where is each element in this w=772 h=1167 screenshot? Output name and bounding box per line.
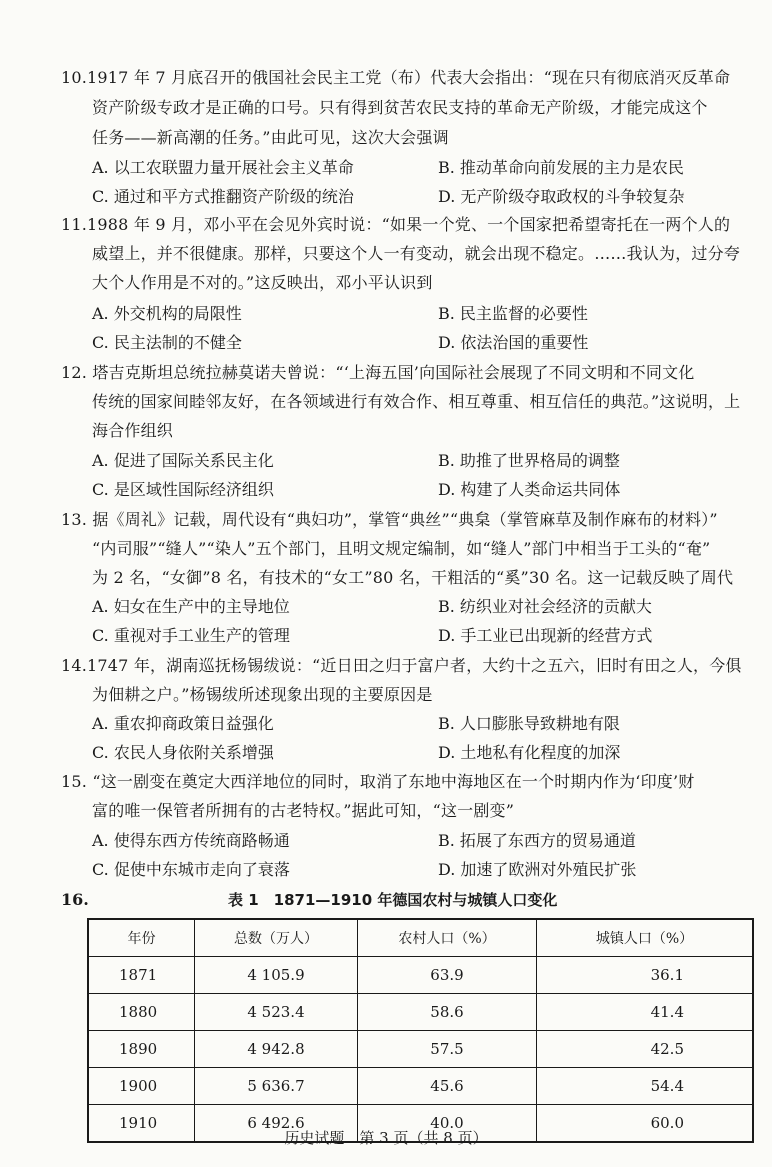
question-text: 11.1988 年 9 月，邓小平在会见外宾时说：“如果一个党、一个国家把希望寄托在一两个人的 (61, 215, 731, 234)
option-b: B. 民主监督的必要性 (438, 304, 588, 323)
cell-year: 1880 (88, 994, 195, 1031)
question-text: “内司服”“缝人”“染人”五个部门，且明文规定编制，如“缝人”部门中相当于工头的“奄” (92, 539, 711, 558)
question-text: 10.1917 年 7 月底召开的俄国社会民主工党（布）代表大会指出：“现在只有彻底消灭反革命 (61, 68, 731, 87)
option-b: B. 人口膨胀导致耕地有限 (438, 714, 620, 733)
question-text: 15. “这一剧变在奠定大西洋地位的同时，取消了东地中海地区在一个时期内作为‘印度’财 (61, 772, 695, 791)
cell-urban: 36.1 (537, 957, 754, 994)
cell-total: 4 105.9 (195, 957, 358, 994)
option-a: A. 使得东西方传统商路畅通 (92, 831, 290, 850)
question-text: 为 2 名，“女御”8 名，有技术的“女工”80 名，干粗活的“奚”30 名。这一记载反映了周代 (92, 568, 734, 587)
option-a: A. 重农抑商政策日益强化 (92, 714, 274, 733)
question-text: 14.1747 年，湖南巡抚杨锡绂说：“近日田之归于富户者，大约十之五六，旧时有田之人，今俱 (61, 656, 742, 675)
option-a: A. 以工农联盟力量开展社会主义革命 (92, 158, 354, 177)
option-d: D. 土地私有化程度的加深 (438, 743, 621, 762)
option-d: D. 构建了人类命运共同体 (438, 480, 621, 499)
question-text: 12. 塔吉克斯坦总统拉赫莫诺夫曾说：“‘上海五国’向国际社会展现了不同文明和不同文化 (61, 363, 695, 382)
option-b: B. 助推了世界格局的调整 (438, 451, 620, 470)
option-a: A. 妇女在生产中的主导地位 (92, 597, 290, 616)
cell-year: 1910 (88, 1105, 195, 1143)
question-16-number: 16. (61, 890, 89, 909)
table-header-row (88, 919, 753, 957)
question-text: 传统的国家间睦邻友好，在各领域进行有效合作、相互尊重、相互信任的典范。”这说明，上 (92, 392, 741, 411)
table-title: 表 1 1871—1910 年德国农村与城镇人口变化 (228, 891, 558, 909)
table-row (88, 1031, 753, 1068)
cell-total: 5 636.7 (195, 1068, 358, 1105)
cell-urban: 42.5 (537, 1031, 754, 1068)
population-table (87, 918, 754, 1143)
option-d: D. 加速了欧洲对外殖民扩张 (438, 860, 637, 879)
option-c: C. 通过和平方式推翻资产阶级的统治 (92, 187, 354, 206)
page-footer: 历史试题 第 3 页（共 8 页） (284, 1129, 488, 1147)
question-text: 大个人作用是不对的。”这反映出，邓小平认识到 (92, 273, 433, 292)
question-text: 13. 据《周礼》记载，周代设有“典妇功”，掌管“典丝”“典枲（掌管麻草及制作麻布的材料）” (61, 510, 718, 529)
option-c: C. 民主法制的不健全 (92, 333, 242, 352)
cell-total: 6 492.6 (195, 1105, 358, 1143)
option-c: C. 是区域性国际经济组织 (92, 480, 274, 499)
option-b: B. 纺织业对社会经济的贡献大 (438, 597, 652, 616)
option-d: D. 手工业已出现新的经营方式 (438, 626, 653, 645)
header-total: 总数（万人） (195, 919, 358, 957)
option-a: A. 外交机构的局限性 (92, 304, 242, 323)
option-a: A. 促进了国际关系民主化 (92, 451, 274, 470)
question-text: 资产阶级专政才是正确的口号。只有得到贫苦农民支持的革命无产阶级，才能完成这个 (92, 98, 708, 117)
header-year: 年份 (88, 919, 195, 957)
question-text: 威望上，并不很健康。那样，只要这个人一有变动，就会出现不稳定。……我认为，过分夸 (92, 244, 741, 263)
option-c: C. 促使中东城市走向了衰落 (92, 860, 290, 879)
table-row (88, 1068, 753, 1105)
option-c: C. 农民人身依附关系增强 (92, 743, 274, 762)
option-d: D. 依法治国的重要性 (438, 333, 589, 352)
table-row (88, 957, 753, 994)
cell-year: 1900 (88, 1068, 195, 1105)
option-c: C. 重视对手工业生产的管理 (92, 626, 290, 645)
question-text: 任务——新高潮的任务。”由此可见，这次大会强调 (92, 128, 449, 147)
header-urban: 城镇人口（%） (537, 919, 754, 957)
question-text: 富的唯一保管者所拥有的古老特权。”据此可知，“这一剧变” (92, 801, 515, 820)
option-d: D. 无产阶级夺取政权的斗争较复杂 (438, 187, 685, 206)
option-b: B. 拓展了东西方的贸易通道 (438, 831, 636, 850)
cell-rural: 40.0 (358, 1105, 537, 1143)
table-row (88, 994, 753, 1031)
cell-rural: 63.9 (358, 957, 537, 994)
cell-year: 1890 (88, 1031, 195, 1068)
cell-rural: 45.6 (358, 1068, 537, 1105)
cell-urban: 41.4 (537, 994, 754, 1031)
question-text: 为佃耕之户。”杨锡绂所述现象出现的主要原因是 (92, 685, 433, 704)
question-text: 海合作组织 (92, 421, 174, 440)
header-rural: 农村人口（%） (358, 919, 537, 957)
cell-total: 4 523.4 (195, 994, 358, 1031)
cell-urban: 60.0 (537, 1105, 754, 1143)
cell-rural: 57.5 (358, 1031, 537, 1068)
cell-urban: 54.4 (537, 1068, 754, 1105)
option-b: B. 推动革命向前发展的主力是农民 (438, 158, 684, 177)
cell-year: 1871 (88, 957, 195, 994)
cell-total: 4 942.8 (195, 1031, 358, 1068)
cell-rural: 58.6 (358, 994, 537, 1031)
